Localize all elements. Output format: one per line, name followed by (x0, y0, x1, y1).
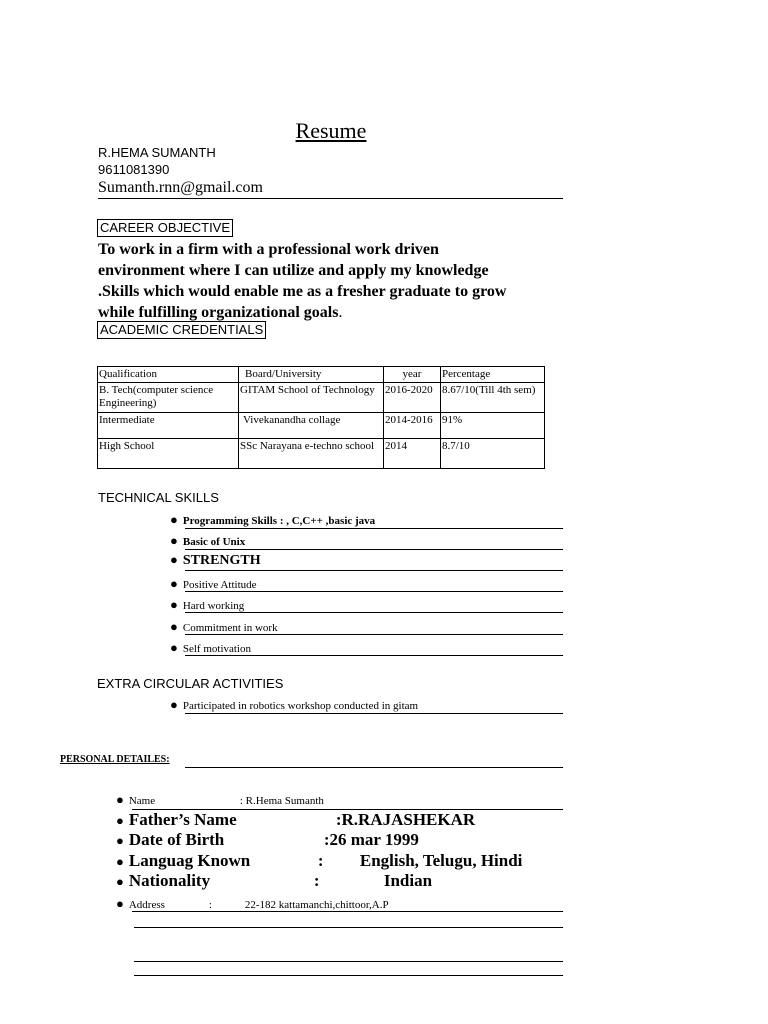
bullet-icon: ● (116, 813, 124, 828)
header-percentage: Percentage (441, 367, 545, 383)
header-divider (98, 198, 563, 199)
cell-qualification: High School (98, 439, 239, 469)
header-year: year (384, 367, 441, 383)
divider (185, 767, 563, 768)
personal-language-row: ● Languag Known : English, Telugu, Hindi (116, 851, 523, 870)
divider (134, 961, 563, 962)
cell-percentage: 8.67/10(Till 4th sem) (441, 383, 545, 413)
bullet-icon: ● (116, 874, 124, 889)
bullet-icon: ● (170, 697, 178, 712)
personal-details-label: PERSONAL DETAILES: (60, 754, 170, 765)
divider (185, 528, 563, 529)
bullet-icon: ● (116, 854, 124, 869)
bullet-icon: ● (116, 896, 124, 911)
cell-year: 2016-2020 (384, 383, 441, 413)
list-item: ● Participated in robotics workshop conducted in gitam (170, 697, 419, 712)
cell-qualification: Intermediate (98, 413, 239, 439)
strength-label: ● STRENGTH (170, 552, 261, 568)
academic-table (97, 366, 545, 469)
objective-line: environment where I can utilize and apply my knowledge (98, 262, 489, 279)
cell-qualification: B. Tech(computer science Engineering) (98, 383, 239, 413)
list-item: ● Basic of Unix (170, 533, 246, 548)
cell-percentage: 91% (441, 413, 545, 439)
list-item: ● Programming Skills : , C,C++ ,basic java (170, 512, 376, 527)
email-address: Sumanth.rnn@gmail.com (98, 179, 263, 196)
divider (134, 975, 563, 976)
personal-father-row: ● Father’s Name :R.RAJASHEKAR (116, 810, 476, 829)
cell-board: SSc Narayana e-techno school (239, 439, 384, 469)
list-item: ● Hard working (170, 597, 245, 612)
bullet-icon: ● (170, 619, 178, 634)
bullet-icon: ● (170, 552, 178, 567)
header-board: Board/University (239, 367, 384, 383)
divider (134, 927, 563, 928)
divider (185, 655, 563, 656)
table-row (98, 439, 545, 469)
extra-activities-label: EXTRA CIRCULAR ACTIVITIES (97, 676, 284, 691)
objective-line: .Skills which would enable me as a fresher graduate to grow (98, 283, 507, 300)
list-item: ● Self motivation (170, 640, 251, 655)
technical-skills-label: TECHNICAL SKILLS (98, 490, 219, 505)
bullet-icon: ● (170, 533, 178, 548)
candidate-name: R.HEMA SUMANTH (98, 145, 216, 160)
header-qualification: Qualification (98, 367, 239, 383)
divider (185, 634, 563, 635)
bullet-icon: ● (170, 640, 178, 655)
bullet-icon: ● (116, 833, 124, 848)
divider (185, 591, 563, 592)
table-row (98, 413, 545, 439)
personal-nationality-row: ● Nationality : Indian (116, 871, 433, 890)
cell-board: GITAM School of Technology (239, 383, 384, 413)
cell-board: Vivekanandha collage (239, 413, 384, 439)
career-objective-text (98, 239, 568, 323)
divider (185, 570, 563, 571)
objective-line: while fulfilling organizational goals. (98, 304, 343, 321)
personal-name-row: ● Name : R.Hema Sumanth (116, 792, 324, 807)
objective-line: To work in a firm with a professional work driven (98, 241, 439, 258)
bullet-icon: ● (170, 597, 178, 612)
bullet-icon: ● (170, 512, 178, 527)
divider (185, 713, 563, 714)
phone-number: 9611081390 (98, 162, 170, 177)
cell-percentage: 8.7/10 (441, 439, 545, 469)
bullet-icon: ● (170, 576, 178, 591)
personal-dob-row: ● Date of Birth :26 mar 1999 (116, 830, 419, 849)
divider (185, 612, 563, 613)
page-title: Resume (295, 118, 367, 143)
cell-year: 2014 (384, 439, 441, 469)
divider (132, 911, 563, 912)
list-item: ● Commitment in work (170, 619, 278, 634)
academic-credentials-label: ACADEMIC CREDENTIALS (97, 321, 266, 339)
list-item: ● Positive Attitude (170, 576, 257, 591)
cell-year: 2014-2016 (384, 413, 441, 439)
divider (185, 549, 563, 550)
career-objective-label: CAREER OBJECTIVE (97, 219, 233, 237)
table-header-row (98, 367, 545, 383)
bullet-icon: ● (116, 792, 124, 807)
personal-address-row: ● Address : 22-182 kattamanchi,chittoor,A.P (116, 896, 389, 911)
table-row (98, 383, 545, 413)
